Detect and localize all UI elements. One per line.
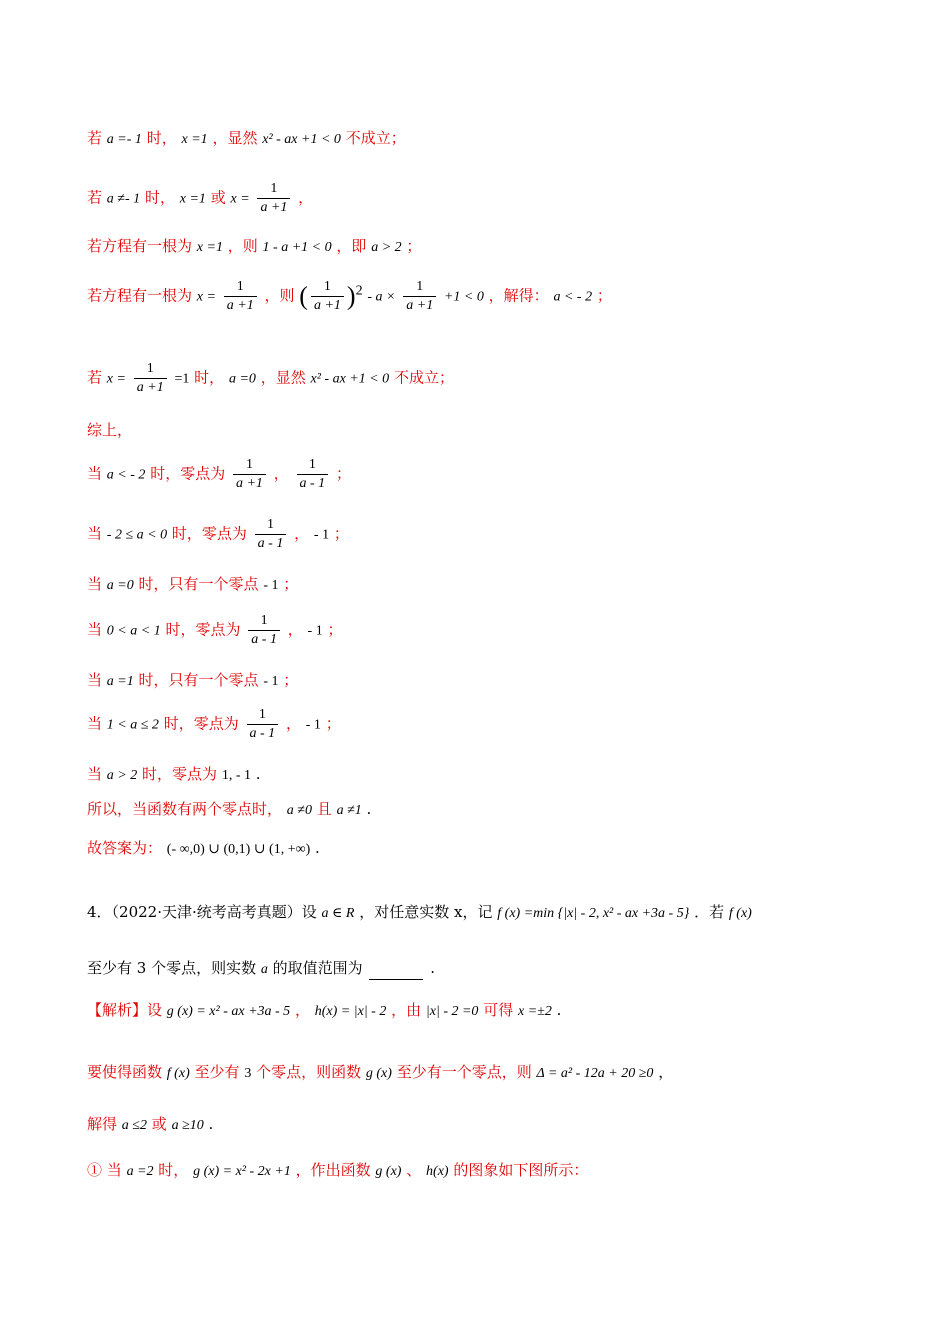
fraction: [311, 278, 344, 315]
fraction-denominator: a +1: [406, 298, 434, 313]
text-line: [87, 838, 320, 860]
math-expression: - 1: [307, 623, 323, 639]
math-expression: 1 < a ≤ 2: [106, 717, 159, 733]
line-text: 可得: [483, 1001, 514, 1019]
math-expression: 0 < a < 1: [106, 623, 161, 639]
math-expression: x =: [230, 191, 250, 207]
line-text: ；: [283, 575, 299, 593]
math-expression: a =- 1: [106, 132, 142, 147]
fraction-denominator: a +1: [226, 298, 254, 313]
fraction-denominator: a +1: [313, 298, 341, 313]
line-text: 时，零点为: [142, 765, 218, 783]
math-expression: a ≠- 1: [106, 191, 141, 207]
math-expression: 1 - a +1 < 0: [262, 240, 332, 255]
math-expression: - 1: [313, 527, 330, 543]
line-text: 解得: [87, 1115, 118, 1133]
line-text: 当: [87, 464, 103, 483]
math-expression: a > 2: [106, 768, 138, 783]
line-text: 或: [210, 188, 226, 207]
math-expression: f (x): [728, 906, 752, 921]
analysis-label: 【解析】设: [87, 1001, 163, 1019]
line-text: 当: [87, 671, 103, 689]
math-expression: - 1: [305, 717, 321, 733]
line-text: ．若: [694, 903, 725, 921]
math-expression: - 1: [263, 674, 279, 689]
math-expression: Δ = a² - 12a + 20 ≥0: [536, 1066, 654, 1081]
math-expression: +1 < 0: [443, 289, 484, 305]
text-line: [87, 1062, 673, 1084]
math-expression: a > 2: [371, 240, 402, 255]
line-text: 至少有: [194, 1063, 240, 1081]
line-text: ，则: [264, 286, 295, 305]
math-expression: x =: [106, 371, 126, 387]
math-expression: |x| - 2 =0: [425, 1004, 479, 1019]
math-expression: f (x): [166, 1066, 190, 1081]
math-expression: x =1: [196, 240, 223, 255]
fraction: [247, 706, 279, 743]
line-text: 或: [151, 1115, 167, 1133]
math-expression: x =1: [181, 132, 208, 147]
line-text: .: [315, 839, 320, 857]
text-line: [87, 278, 612, 315]
answer-blank: [369, 979, 423, 980]
line-text: ，作出函数: [295, 1161, 371, 1179]
line-text: 要使得函数: [87, 1063, 163, 1081]
line-text: ；: [406, 237, 422, 255]
math-expression: a ∈ R: [321, 906, 355, 921]
line-text: ；: [327, 620, 343, 639]
exponent: 2: [355, 283, 363, 299]
math-expression: x =1: [179, 191, 206, 207]
text-line: [87, 1114, 213, 1136]
fraction-numerator: 1: [247, 706, 279, 725]
line-text: ，由: [391, 1001, 422, 1019]
math-expression: a ≤2: [121, 1118, 147, 1133]
fraction-numerator: 1: [255, 516, 287, 535]
line-text: 时，: [194, 368, 225, 387]
line-text: ① 当: [87, 1161, 122, 1179]
text-line: [87, 128, 406, 150]
fraction-denominator: a - 1: [249, 726, 276, 741]
math-expression: a =0: [228, 371, 256, 387]
line-text: ，: [294, 1001, 310, 1019]
math-expression: x² - ax +1 < 0: [310, 371, 390, 387]
line-text: 时，: [158, 1161, 189, 1179]
question-4-stem: [87, 902, 752, 924]
line-text: ；: [335, 464, 351, 483]
text-line: [87, 574, 298, 596]
fraction-denominator: a +1: [235, 476, 263, 491]
line-text: .: [366, 800, 372, 818]
analysis-line: [87, 1000, 561, 1022]
line-text: ，显然: [260, 368, 306, 387]
line-text: 时，只有一个零点: [138, 671, 259, 689]
fraction-numerator: 1: [224, 278, 257, 297]
math-expression: h(x): [426, 1164, 449, 1179]
fraction-numerator: 1: [233, 456, 266, 475]
fraction-numerator: 1: [311, 278, 344, 297]
line-text: .: [255, 765, 261, 783]
math-expression: g (x) = x² - 2x +1: [193, 1164, 291, 1179]
text-line: [87, 180, 313, 217]
fraction-denominator: a +1: [260, 200, 288, 215]
fraction-denominator: a +1: [136, 380, 164, 395]
line-text: 若: [87, 129, 103, 147]
line-text: 的取值范围为: [272, 959, 363, 977]
math-expression: a < - 2: [106, 467, 146, 483]
line-text: 时，零点为: [171, 524, 247, 543]
line-text: ，则: [227, 237, 258, 255]
math-expression: g (x) = x² - ax +3a - 5: [166, 1004, 291, 1019]
line-text: 时，: [146, 129, 177, 147]
math-expression: x² - ax +1 < 0: [262, 132, 341, 147]
line-text: 至少有 3 个零点，则实数: [87, 959, 257, 977]
line-text: 时，零点为: [150, 464, 226, 483]
line-text: 若方程有一根为: [87, 286, 193, 305]
line-text: ，: [658, 1063, 674, 1081]
math-expression: a < - 2: [553, 289, 593, 305]
math-expression: a ≠0: [286, 803, 312, 818]
math-expression: x =±2: [518, 1004, 552, 1019]
fraction: [248, 612, 280, 649]
fraction: [134, 360, 167, 397]
line-text: ，对任意实数 x，记: [359, 903, 493, 921]
right-paren: ): [346, 281, 356, 311]
left-paren: (: [299, 281, 308, 311]
line-text: 若: [87, 188, 103, 207]
math-expression: (- ∞,0) ∪ (0,1) ∪ (1, +∞): [166, 842, 311, 857]
math-expression: 3: [244, 1066, 252, 1081]
text-line: [87, 799, 371, 821]
line-text: 当: [87, 765, 103, 783]
line-text: 的图象如下图所示：: [453, 1161, 589, 1179]
math-expression: x =: [196, 289, 216, 305]
line-text: ，: [285, 714, 301, 733]
fraction-denominator: a - 1: [257, 536, 284, 551]
line-text: ，即: [336, 237, 367, 255]
line-text: ，: [287, 620, 303, 639]
text-line: [87, 764, 261, 786]
line-text: 不成立；: [393, 368, 454, 387]
text-line: [87, 612, 343, 649]
line-text: 时，只有一个零点: [138, 575, 259, 593]
math-expression: h(x) = |x| - 2: [314, 1004, 387, 1019]
fraction-numerator: 1: [297, 456, 329, 475]
math-expression: g (x): [375, 1164, 402, 1179]
line-text: ；: [325, 714, 341, 733]
math-expression: - 1: [263, 578, 279, 593]
line-text: 若方程有一根为: [87, 237, 193, 255]
math-expression: a ≥10: [171, 1118, 204, 1133]
fraction-denominator: a - 1: [251, 632, 277, 647]
math-expression: g (x): [365, 1066, 392, 1081]
math-expression: a =2: [126, 1164, 154, 1179]
fraction-denominator: a - 1: [299, 476, 326, 491]
line-text: 时，: [144, 188, 175, 207]
fraction-numerator: 1: [134, 360, 167, 379]
line-text: 当: [87, 714, 103, 733]
line-text: ；: [283, 671, 299, 689]
text-line: [87, 360, 454, 397]
fraction: [297, 456, 329, 493]
fraction: [403, 278, 436, 315]
line-text: 若: [87, 368, 103, 387]
math-expression: a =1: [106, 674, 134, 689]
fraction: [224, 278, 257, 315]
line-text: ，解得：: [488, 286, 549, 305]
line-text: ，: [294, 524, 310, 543]
line-text: 当: [87, 620, 103, 639]
line-text: 当: [87, 575, 103, 593]
line-text: ，: [298, 188, 314, 207]
text-line: [87, 456, 351, 493]
math-expression: =1: [174, 371, 190, 387]
text-line: [87, 706, 341, 743]
fraction: [233, 456, 266, 493]
math-expression: a ≠1: [336, 803, 362, 818]
line-text: ，: [273, 464, 289, 483]
line-text: .: [430, 959, 436, 977]
fraction-numerator: 1: [257, 180, 290, 199]
text-line: [87, 516, 349, 553]
math-expression: a: [260, 962, 268, 977]
line-text: 时，零点为: [165, 620, 241, 639]
line-text: 个零点，则函数: [256, 1063, 362, 1081]
line-text: 4．（2022·天津·统考高考真题）设: [87, 903, 317, 921]
fraction: [255, 516, 287, 553]
math-expression: f (x) =min {|x| - 2, x² - ax +3a - 5}: [497, 906, 690, 921]
math-expression: - a ×: [367, 289, 396, 305]
math-expression: a =0: [106, 578, 134, 593]
line-text: 、: [406, 1161, 422, 1179]
text-line: [87, 236, 421, 258]
line-text: 不成立；: [345, 129, 406, 147]
text-line: [87, 670, 298, 692]
fraction-numerator: 1: [248, 612, 280, 631]
line-text: 且: [316, 800, 332, 818]
math-expression: 1, - 1: [221, 768, 251, 783]
line-text: 时，零点为: [163, 714, 239, 733]
line-text: .: [208, 1115, 214, 1133]
line-text: .: [556, 1001, 562, 1019]
fraction: [257, 180, 290, 217]
line-text: ；: [333, 524, 349, 543]
text-line: [87, 1160, 588, 1182]
text-line: [87, 420, 132, 440]
line-text: ，显然: [212, 129, 258, 147]
question-4-stem-continued: [87, 958, 435, 980]
line-text: 故答案为：: [87, 839, 163, 857]
line-text: 至少有一个零点，则: [396, 1063, 532, 1081]
line-text: 综上，: [87, 421, 133, 439]
fraction-numerator: 1: [403, 278, 436, 297]
line-text: 当: [87, 524, 103, 543]
line-text: ；: [596, 286, 612, 305]
line-text: 所以，当函数有两个零点时，: [87, 800, 283, 818]
math-expression: - 2 ≤ a < 0: [106, 527, 168, 543]
